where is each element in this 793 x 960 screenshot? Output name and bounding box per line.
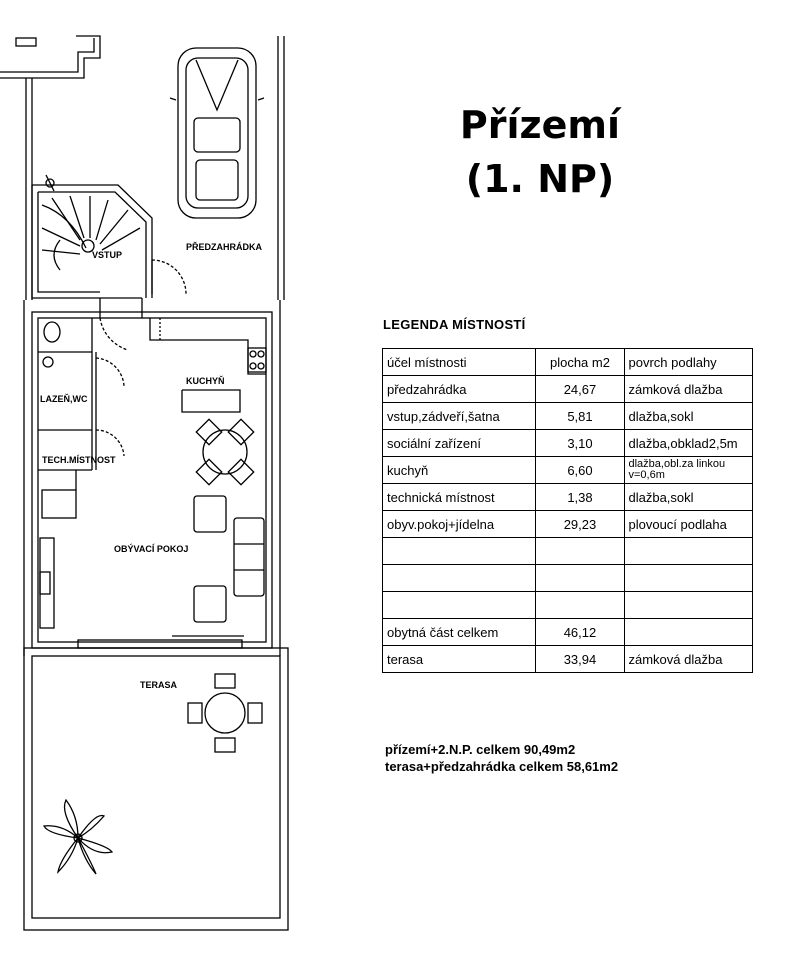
kitchen-counter <box>150 318 266 412</box>
legend-cell: terasa <box>383 646 536 673</box>
legend-table <box>382 348 753 673</box>
title-line-1: Přízemí <box>459 103 621 147</box>
plant-icon <box>44 800 112 874</box>
legend-cell: předzahrádka <box>383 376 536 403</box>
legend-cell <box>624 592 753 619</box>
legend-cell: 1,38 <box>536 484 624 511</box>
legend-cell: dlažba,sokl <box>624 403 753 430</box>
legend-cell: 29,23 <box>536 511 624 538</box>
legend-row <box>383 457 753 484</box>
legend-cell: dlažba,sokl <box>624 484 753 511</box>
legend-row <box>383 430 753 457</box>
label-vstup: VSTUP <box>92 250 123 260</box>
legend-row <box>383 403 753 430</box>
legend-header-cell: plocha m2 <box>536 349 624 376</box>
legend-row <box>383 538 753 565</box>
legend-cell: obytná část celkem <box>383 619 536 646</box>
legend-cell <box>383 565 536 592</box>
legend-cell: technická místnost <box>383 484 536 511</box>
page-title <box>430 98 650 206</box>
legend-cell: sociální zařízení <box>383 430 536 457</box>
car-icon <box>170 48 264 218</box>
staircase <box>32 175 152 298</box>
legend-row <box>383 511 753 538</box>
legend-cell <box>383 538 536 565</box>
title-line-2: (1. NP) <box>465 157 615 201</box>
legend-cell <box>624 565 753 592</box>
terrace <box>24 648 288 930</box>
legend-cell: kuchyň <box>383 457 536 484</box>
label-terasa: TERASA <box>140 680 178 690</box>
legend-header-row <box>383 349 753 376</box>
label-tech: TECH.MÍSTNOST <box>42 455 116 465</box>
totals-line-2: terasa+předzahrádka celkem 58,61m2 <box>385 759 619 774</box>
legend-cell: vstup,zádveří,šatna <box>383 403 536 430</box>
legend-cell <box>383 592 536 619</box>
legend-row <box>383 592 753 619</box>
legend-cell: zámková dlažba <box>624 646 753 673</box>
legend-cell <box>536 538 624 565</box>
bathroom-partitions <box>38 318 124 518</box>
dining-table <box>196 419 253 484</box>
legend-cell <box>624 538 753 565</box>
totals <box>385 741 618 775</box>
legend-cell: dlažba,obklad2,5m <box>624 430 753 457</box>
legend-cell: 33,94 <box>536 646 624 673</box>
legend-row <box>383 376 753 403</box>
legend-row <box>383 646 753 673</box>
legend-cell: 3,10 <box>536 430 624 457</box>
label-predzahradka: PŘEDZAHRÁDKA <box>186 242 262 252</box>
legend-cell <box>536 565 624 592</box>
legend-row <box>383 484 753 511</box>
legend-cell: 24,67 <box>536 376 624 403</box>
living-room-furniture <box>40 496 264 628</box>
legend-heading: LEGENDA MÍSTNOSTÍ <box>383 317 526 332</box>
legend-cell: dlažba,obl.za linkou v=0,6m <box>624 457 753 484</box>
legend-cell <box>624 619 753 646</box>
legend-cell: zámková dlažba <box>624 376 753 403</box>
legend-cell: 5,81 <box>536 403 624 430</box>
totals-line-1: přízemí+2.N.P. celkem 90,49m2 <box>385 742 576 757</box>
site-fence <box>0 36 284 300</box>
legend-header-cell: účel místnosti <box>383 349 536 376</box>
label-lazen: LAZEŇ,WC <box>40 394 88 404</box>
label-obyvaci: OBÝVACÍ POKOJ <box>114 544 189 554</box>
legend-header-cell: povrch podlahy <box>624 349 753 376</box>
label-kuchyn: KUCHYŇ <box>186 376 225 386</box>
legend-row <box>383 619 753 646</box>
legend-cell <box>536 592 624 619</box>
legend-cell: 6,60 <box>536 457 624 484</box>
legend-cell: obyv.pokoj+jídelna <box>383 511 536 538</box>
legend-cell: plovoucí podlaha <box>624 511 753 538</box>
legend-cell: 46,12 <box>536 619 624 646</box>
legend-row <box>383 565 753 592</box>
